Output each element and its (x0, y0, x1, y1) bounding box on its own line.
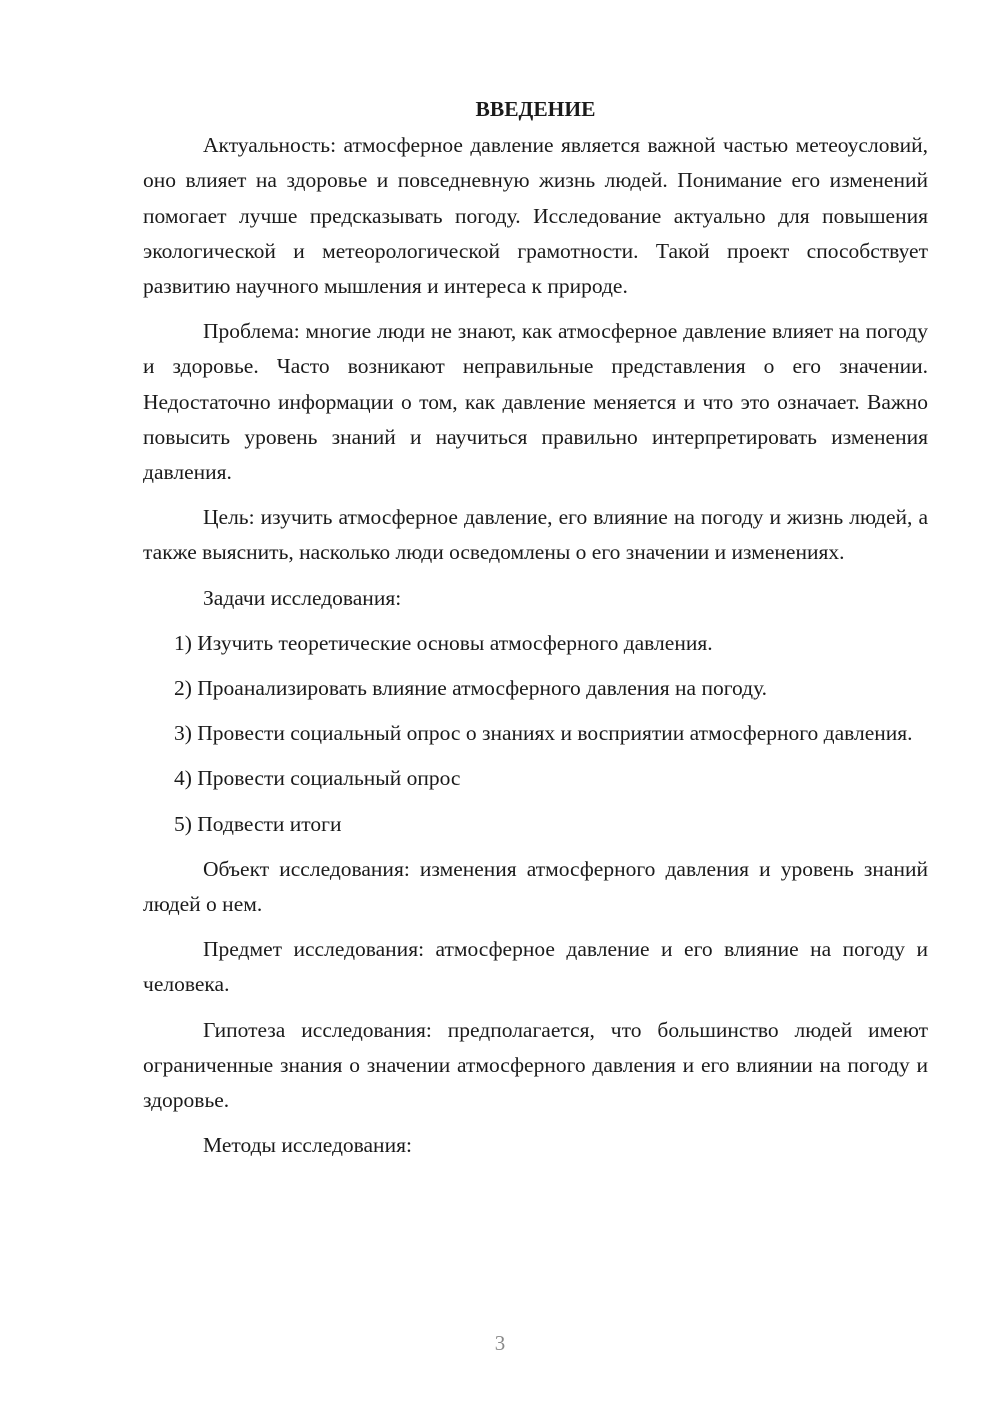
task-item-2: 2) Проанализировать влияние атмосферного давления на погоду. (174, 676, 768, 701)
methods-heading: Методы исследования: (203, 1133, 412, 1158)
paragraph-goal: Цель: изучить атмосферное давление, его влияние на погоду и жизнь людей, а также выяснить, насколько люди осведомлены о его значении и изменениях. (143, 505, 928, 565)
page-number: 3 (494, 1331, 506, 1355)
paragraph-subject: Предмет исследования: атмосферное давление и его влияние на погоду и человека. (143, 937, 928, 997)
task-item-5: 5) Подвести итоги (174, 811, 342, 836)
section-title: ВВЕДЕНИЕ (475, 97, 596, 121)
task-item-3: 3) Провести социальный опрос о знаниях и восприятии атмосферного давления. (174, 721, 913, 746)
document-page (143, 92, 928, 1173)
paragraph-relevance: Актуальность: атмосферное давление является важной частью метеоусловий, оно влияет на здоровье и повседневную жизнь людей. Понимание его изменений помогает лучше предсказывать погоду. Исследование актуально для повышения экологической и метеорологической грамотности. Такой проект способствует развитию научного мышления и интереса к природе. (143, 133, 928, 299)
task-item-4: 4) Провести социальный опрос (174, 766, 461, 791)
tasks-heading: Задачи исследования: (203, 585, 402, 610)
task-item-1: 1) Изучить теоретические основы атмосферного давления. (174, 630, 713, 655)
paragraph-hypothesis: Гипотеза исследования: предполагается, что большинство людей имеют ограниченные знания о значении атмосферного давления и его влиянии на погоду и здоровье. (143, 1017, 928, 1113)
paragraph-object: Объект исследования: изменения атмосферного давления и уровень знаний людей о нем. (143, 856, 928, 917)
paragraph-problem: Проблема: многие люди не знают, как атмосферное давление влияет на погоду и здоровье. Часто возникают неправильные представления о его значении. Недостаточно информации о том, как давление меняется и что это означает. Важно повысить уровень знаний и научиться правильно интерпретировать изменения давления. (143, 319, 928, 485)
